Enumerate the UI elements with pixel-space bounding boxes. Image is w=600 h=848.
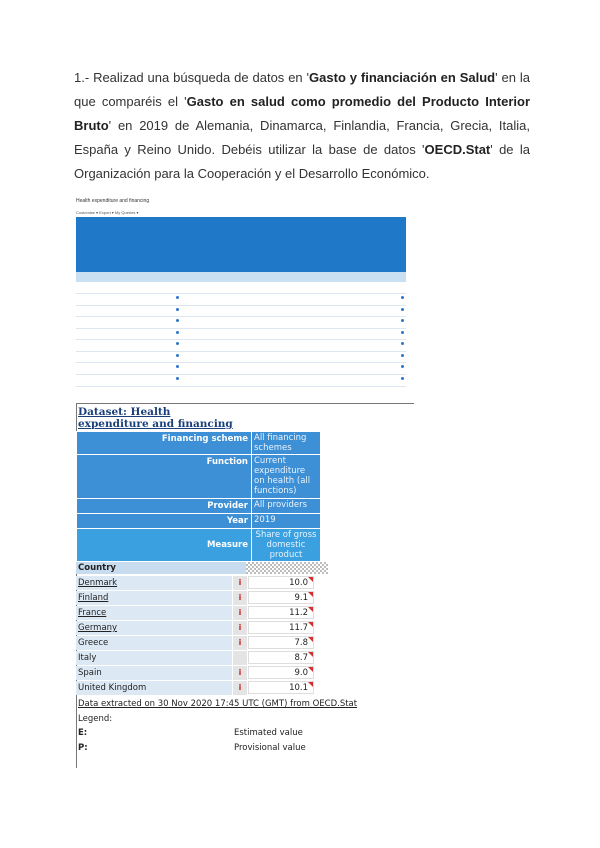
info-icon[interactable]: i: [238, 608, 242, 617]
screenshot-row-line: [76, 305, 406, 306]
row-value: 10.0: [289, 578, 308, 588]
assignment-paragraph: [74, 66, 530, 186]
screenshot-dot-icon: [401, 331, 404, 334]
row-value: 7.8: [294, 638, 308, 648]
dataset-title[interactable]: Dataset: Health expenditure and financing: [78, 406, 233, 430]
legend-code-e: E:: [78, 728, 88, 738]
country-header: Country: [76, 562, 246, 574]
flag-cell: [233, 591, 247, 605]
country-spain: Spain: [76, 666, 232, 680]
value-cell: [248, 576, 314, 589]
info-icon[interactable]: i: [238, 623, 242, 632]
screenshot-dot-icon: [401, 342, 404, 345]
info-icon[interactable]: i: [238, 578, 242, 587]
flag-cell: [233, 621, 247, 635]
row-value: 9.1: [294, 593, 308, 603]
screenshot-row-line: [76, 362, 406, 363]
screenshot-dot-icon: [401, 319, 404, 322]
text-part: ' en 2019 de Alemania, Dinamarca, Finlandia, Francia, Grecia, Italia, España y Reino Unido. Debéis utilizar la base de datos ': [74, 118, 530, 157]
note-marker-icon: [308, 607, 313, 612]
screenshot-row-line: [76, 351, 406, 352]
value-cell: [248, 681, 314, 694]
note-marker-icon: [308, 577, 313, 582]
flag-cell: [233, 576, 247, 590]
note-marker-icon: [308, 637, 313, 642]
meta-key-function: Function: [77, 455, 252, 499]
legend-label-e: Estimated value: [234, 728, 303, 738]
note-marker-icon: [308, 592, 313, 597]
screenshot-row-line: [76, 374, 406, 375]
value-cell: [248, 621, 314, 634]
row-value: 9.0: [294, 668, 308, 678]
screenshot-dot-icon: [401, 377, 404, 380]
row-value: 8.7: [294, 653, 308, 663]
table-row: [76, 621, 316, 635]
table-row: [76, 651, 316, 665]
country-italy: Italy: [76, 651, 232, 665]
table-row: [76, 666, 316, 680]
screenshot-header-block: [76, 217, 406, 272]
flag-cell: [233, 666, 247, 680]
meta-value-function: Current expenditure on health (all functions): [252, 455, 321, 499]
info-icon[interactable]: i: [238, 668, 242, 677]
legend-title: Legend:: [78, 714, 113, 724]
screenshot-row-line: [76, 293, 406, 294]
text-part: 1.- Realizad una búsqueda de datos en ': [74, 70, 310, 85]
meta-key-financing: Financing scheme: [77, 432, 252, 455]
header-pattern: [246, 562, 328, 574]
screenshot-dot-icon: [401, 365, 404, 368]
flag-cell: [233, 636, 247, 650]
meta-value-measure: Share of gross domestic product: [252, 529, 321, 562]
flag-cell: [233, 606, 247, 620]
table-row: [76, 636, 316, 650]
dataset-top-border: [76, 403, 414, 404]
screenshot-dot-icon: [401, 354, 404, 357]
country-united-kingdom: United Kingdom: [76, 681, 232, 695]
note-marker-icon: [308, 682, 313, 687]
value-cell: [248, 591, 314, 604]
value-cell: [248, 651, 314, 664]
info-icon[interactable]: i: [238, 593, 242, 602]
screenshot-dot-icon: [176, 319, 179, 322]
meta-value-financing: All financing schemes: [252, 432, 321, 455]
screenshot-dot-icon: [176, 354, 179, 357]
legend-code-p: P:: [78, 743, 88, 753]
flag-cell: [233, 681, 247, 695]
meta-value-year: 2019: [252, 514, 321, 529]
screenshot-row-line: [76, 328, 406, 329]
screenshot-dot-icon: [176, 342, 179, 345]
table-row: [76, 606, 316, 620]
value-cell: [248, 606, 314, 619]
text-part: ' de la Organización para la Cooperación y el Desarrollo Económico.: [74, 142, 530, 181]
info-icon[interactable]: i: [238, 638, 242, 647]
screenshot-toolbar: Customise ▾ Export ▾ My Queries ▾: [76, 210, 139, 215]
meta-value-provider: All providers: [252, 499, 321, 514]
table-row: [76, 576, 316, 590]
oecd-screenshot: [76, 198, 406, 392]
country-denmark[interactable]: Denmark: [76, 576, 232, 590]
bold-term: Gasto en salud como promedio del Producto Interior Bruto: [74, 94, 531, 133]
flag-cell: [233, 651, 247, 665]
screenshot-row-line: [76, 386, 406, 387]
screenshot-dot-icon: [401, 296, 404, 299]
dataset-meta-table: [76, 431, 321, 562]
screenshot-dot-icon: [176, 308, 179, 311]
table-row: [76, 591, 316, 605]
country-france[interactable]: France: [76, 606, 232, 620]
screenshot-row-line: [76, 316, 406, 317]
text-part: ' en la que comparéis el ': [74, 70, 530, 109]
legend-label-p: Provisional value: [234, 743, 306, 753]
screenshot-dot-icon: [401, 308, 404, 311]
row-value: 10.1: [289, 683, 308, 693]
meta-key-year: Year: [77, 514, 252, 529]
info-icon[interactable]: i: [238, 683, 242, 692]
country-finland[interactable]: Finland: [76, 591, 232, 605]
note-marker-icon: [308, 622, 313, 627]
table-row: [76, 681, 316, 695]
screenshot-dot-icon: [176, 377, 179, 380]
screenshot-dot-icon: [176, 296, 179, 299]
meta-key-measure: Measure: [77, 529, 252, 562]
screenshot-dot-icon: [176, 331, 179, 334]
bold-term: Gasto y financiación en Salud: [309, 70, 496, 85]
extraction-note: Data extracted on 30 Nov 2020 17:45 UTC (GMT) from OECD.Stat: [78, 699, 358, 709]
screenshot-subheader: [76, 272, 406, 282]
screenshot-title: Health expenditure and financing: [76, 198, 150, 204]
note-marker-icon: [308, 667, 313, 672]
country-germany[interactable]: Germany: [76, 621, 232, 635]
country-greece: Greece: [76, 636, 232, 650]
empty-flag: [236, 653, 244, 662]
row-value: 11.7: [289, 623, 308, 633]
row-value: 11.2: [289, 608, 308, 618]
meta-key-provider: Provider: [77, 499, 252, 514]
screenshot-row-line: [76, 339, 406, 340]
note-marker-icon: [308, 652, 313, 657]
value-cell: [248, 666, 314, 679]
screenshot-dot-icon: [176, 365, 179, 368]
bold-term: OECD.Stat: [424, 142, 491, 157]
value-cell: [248, 636, 314, 649]
